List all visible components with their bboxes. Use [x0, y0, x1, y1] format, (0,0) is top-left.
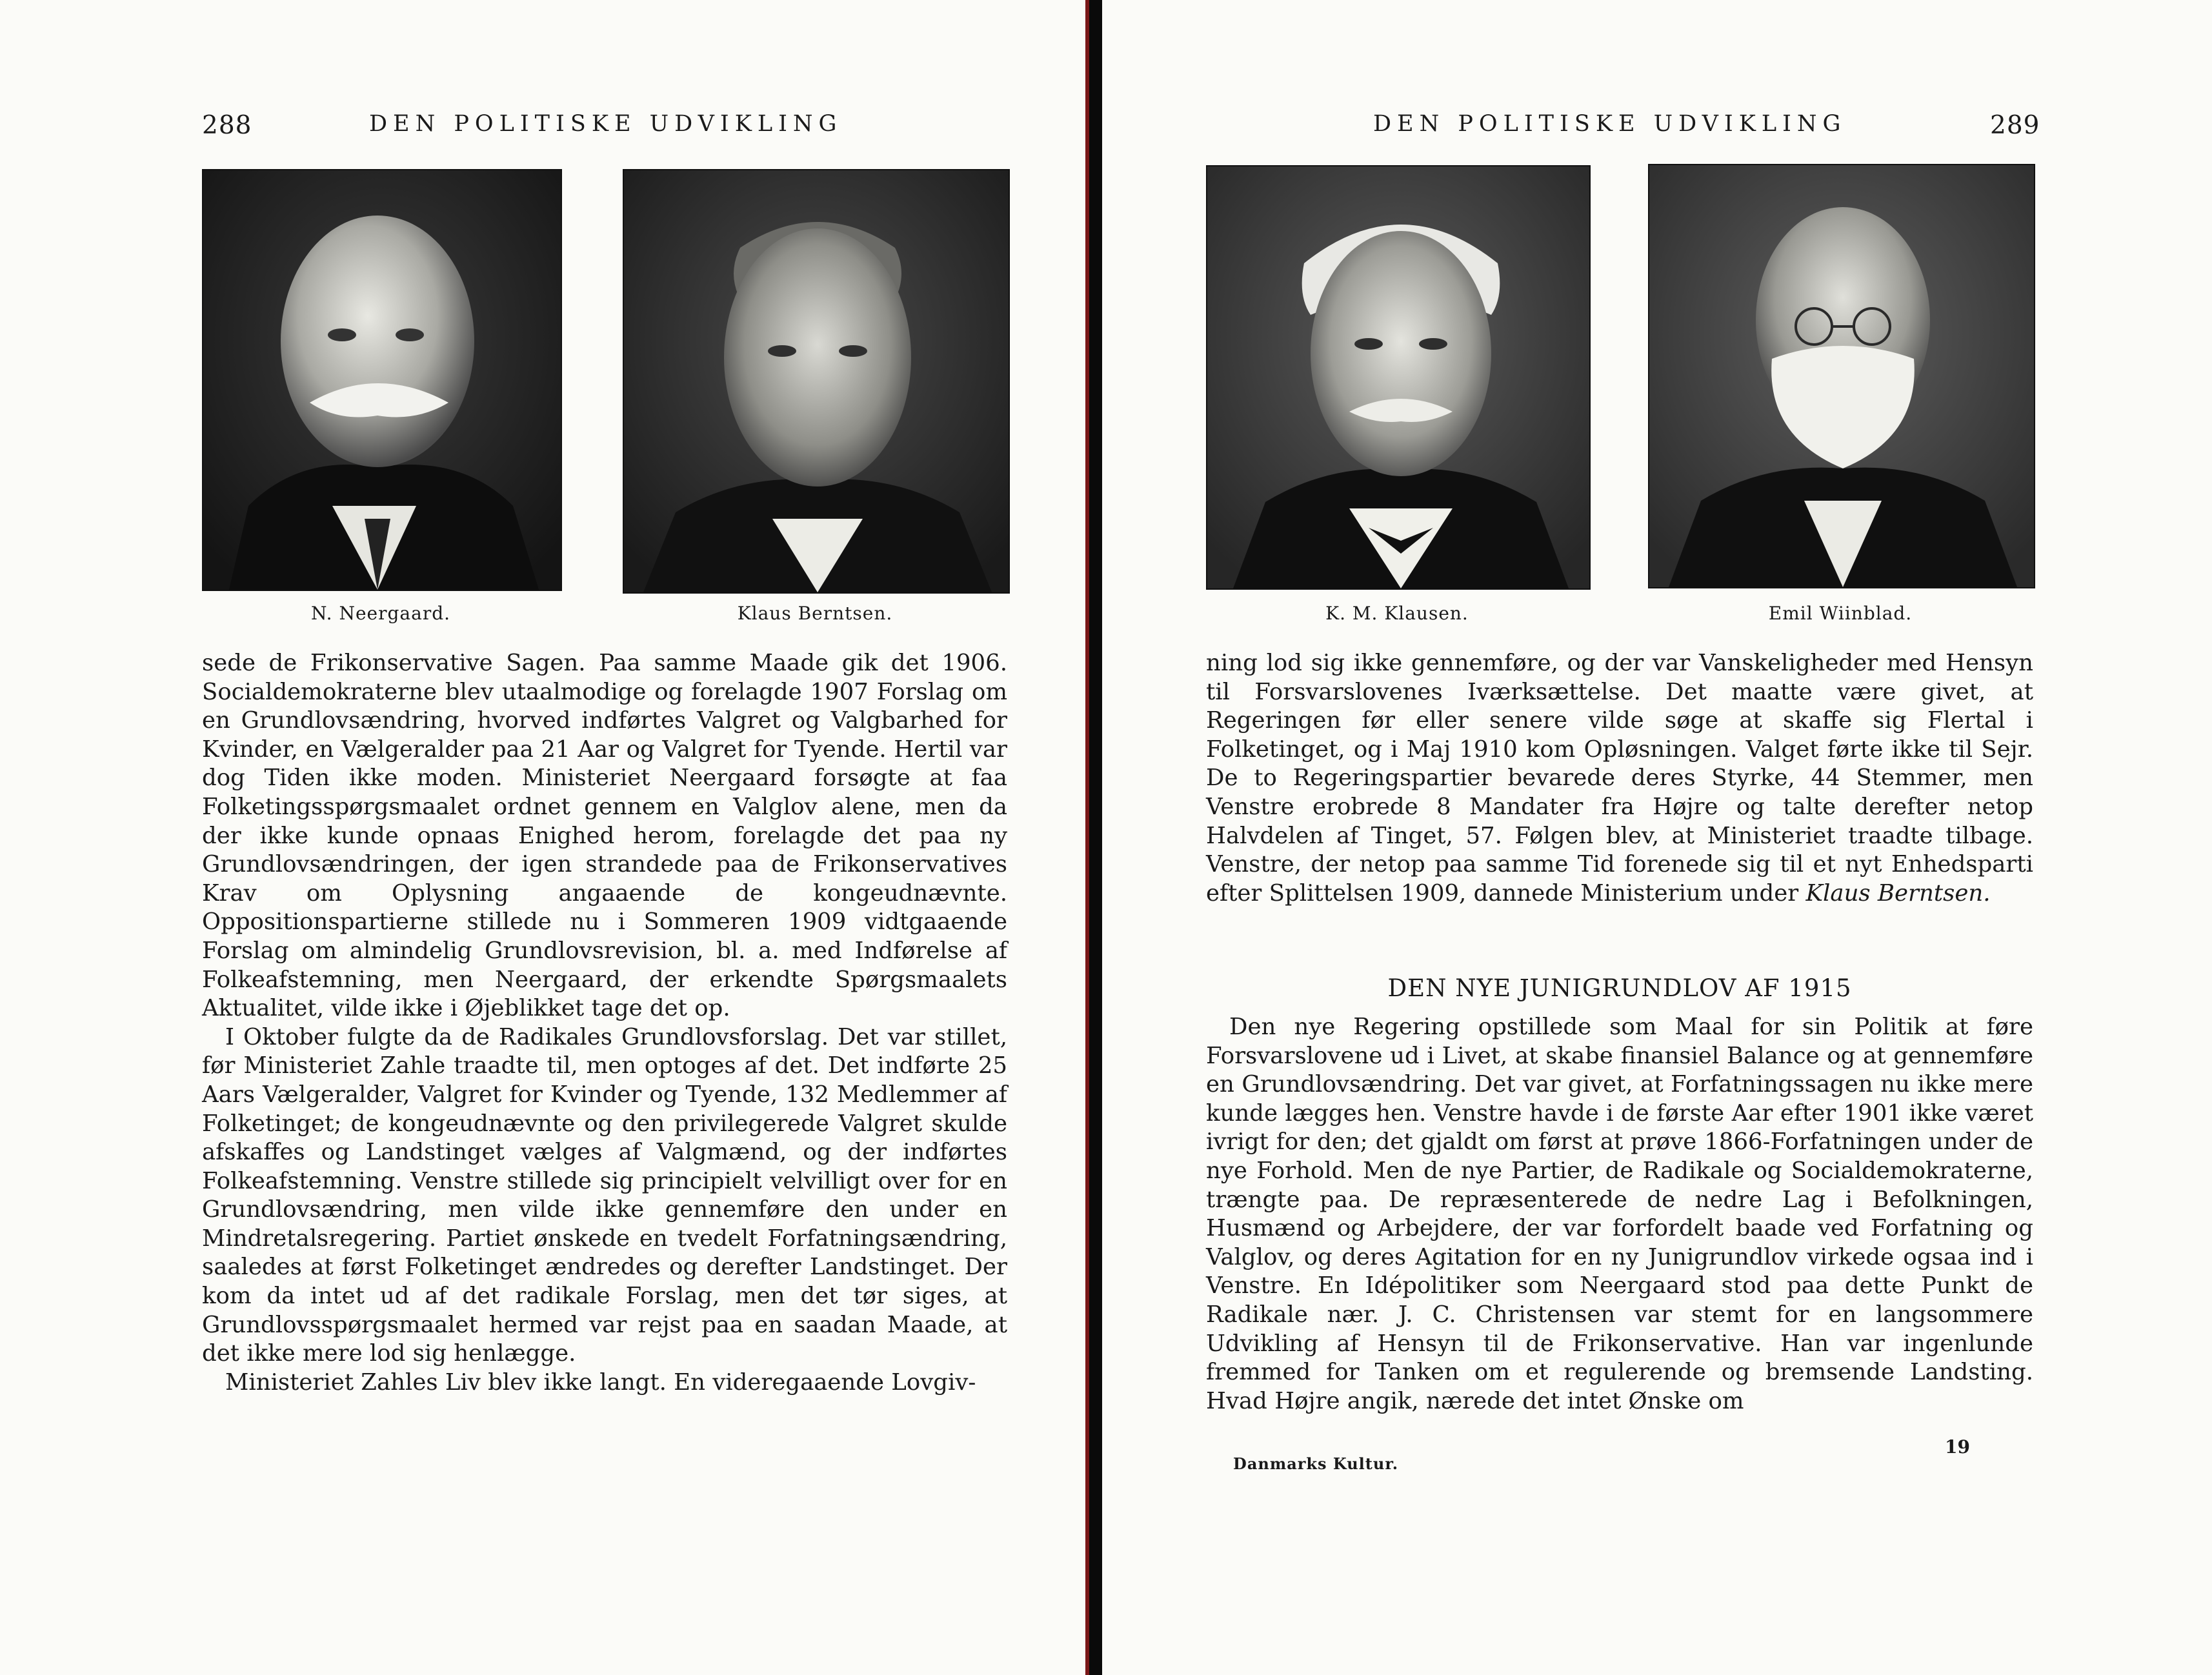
- body-text-left: [202, 649, 1007, 1397]
- running-head-left: DEN POLITISKE UDVIKLING: [369, 111, 843, 137]
- right-page: [1102, 0, 2212, 1675]
- left-page: [0, 0, 1089, 1675]
- running-head-right: DEN POLITISKE UDVIKLING: [1373, 111, 1847, 137]
- body-text-right-bottom: [1206, 1013, 2033, 1416]
- paragraph: Ministeriet Zahles Liv blev ikke langt. En videregaaende Lovgiv-: [225, 1369, 976, 1396]
- paragraph: sede de Frikonservative Sagen. Paa samme Maade gik det 1906. Socialdemokraterne blev utaalmodige og forelagde 1907 Forslag om en Grundlovsændring, hvorved indførtes Valgret og Valgbarhed for Kvinder, en Vælgeralder paa 21 Aar og Valgret for Tyende. Hertil var dog Tiden ikke moden. Ministeriet Neergaard forsøgte at faa Folketingsspørgsmaalet ordnet gennem en Valglov alene, men da der ikke kunde opnaas Enighed herom, forelagde det paa ny Grundlovsændringen, der igen strandede paa de Frikonservatives Krav om Oplysning angaaende de kongeudnævnte. Oppositionspartierne stillede nu i Sommeren 1909 vidtgaaende Forslag om almindelig Grundlovsrevision, bl. a. med Indførelse af Folkeafstemning, men Neergaard, der erkendte Spørgsmaalets Aktualitet, vilde ikke i Øjeblikket tage det op.: [202, 650, 1007, 1022]
- section-heading: DEN NYE JUNIGRUNDLOV AF 1915: [1387, 974, 1852, 1002]
- portrait-photo-neergaard: [202, 169, 562, 591]
- photo-caption-neergaard: N. Neergaard.: [310, 603, 451, 624]
- body-text-right-top: [1206, 649, 2033, 908]
- paragraph-text: ning lod sig ikke gennemføre, og der var Vanskeligheder med Hensyn til Forsvarslovenes Iværksættelse. Det maatte være givet, at Regeringen før eller senere vilde søge at skaffe sig Flertal i Folketinget, og i Maj 1910 kom Opløsningen. Valget førte ikke til Sejr. De to Regeringspartier bevarede deres Styrke, 44 Stemmer, men Venstre erobrede 8 Mandater fra Højre og talte derefter netop Halvdelen af Tinget, 57. Følgen blev, at Ministeriet traadte tilbage. Venstre, der netop paa samme Tid forenede sig til et nyt Enhedsparti efter Splittelsen 1909, dannede Ministerium under: [1206, 650, 2033, 907]
- paragraph: I Oktober fulgte da de Radikales Grundlovsforslag. Det var stillet, før Ministeriet Zahle traadte til, men optoges af det. Det indførte 25 Aars Vælgeralder, Valgret for Kvinder og Tyende, 132 Medlemmer af Folketinget; de kongeudnævnte og den privilegerede Valgret skulde afskaffes og Landstinget vælges af Valgmænd, og der indførtes Folkeafstemning. Venstre stillede sig principielt velvilligt over for en Grundlovsændring, men vilde ikke gennemføre den under en Mindretalsregering. Partiet ønskede en tvedelt Forfatningsændring, saaledes at først Folketinget ændredes og derefter Landstinget. Der kom da intet ud af det radikale Forslag, men det tør siges, at Grundlovsspørgsmaalet hermed var rejst paa en saadan Maade, at det ikke mere lod sig henlægge.: [202, 1023, 1007, 1367]
- photo-caption-berntsen: Klaus Berntsen.: [737, 603, 893, 624]
- photo-caption-wiinblad: Emil Wiinblad.: [1768, 603, 1913, 624]
- emphasized-name: Klaus Berntsen.: [1805, 879, 1991, 907]
- portrait-photo-klausen: [1206, 165, 1591, 590]
- photo-caption-klausen: K. M. Klausen.: [1325, 603, 1469, 624]
- page-number-right: 289: [1990, 111, 2040, 140]
- page-number-left: 288: [202, 111, 252, 140]
- footer-signature-number: 19: [1945, 1436, 1970, 1458]
- portrait-photo-wiinblad: [1648, 164, 2035, 588]
- book-gutter: [1089, 0, 1102, 1675]
- paragraph: Den nye Regering opstillede som Maal for sin Politik at føre Forsvarslovene ud i Livet, at skabe finansiel Balance og at gennemføre en Grundlovsændring. Det var givet, at Forfatningssagen nu ikke mere kunde lægges hen. Venstre havde i de første Aar efter 1901 ikke været ivrigt for den; det gjaldt om først at prøve 1866-Forfatningen under de nye Forhold. Men de nye Partier, de Radikale og Socialdemokraterne, trængte paa. De repræsenterede de nedre Lag i Befolkningen, Husmænd og Arbejdere, der var forfordelt baade ved Forfatning og Valglov, og deres Agitation for en ny Junigrundlov virkede ogsaa ind i Venstre. En Idépolitiker som Neergaard stod paa dette Punkt de Radikale nær. J. C. Christensen var stemt for en langsommere Udvikling af Hensyn til de Frikonservative. Han var ingenlunde fremmed for Tanken om et regulerende og bremsende Landsting. Hvad Højre angik, nærede det intet Ønske om: [1206, 1014, 2033, 1414]
- paragraph: [1206, 649, 2033, 908]
- footer-signature: Danmarks Kultur.: [1233, 1454, 1399, 1473]
- portrait-photo-berntsen: [623, 169, 1010, 594]
